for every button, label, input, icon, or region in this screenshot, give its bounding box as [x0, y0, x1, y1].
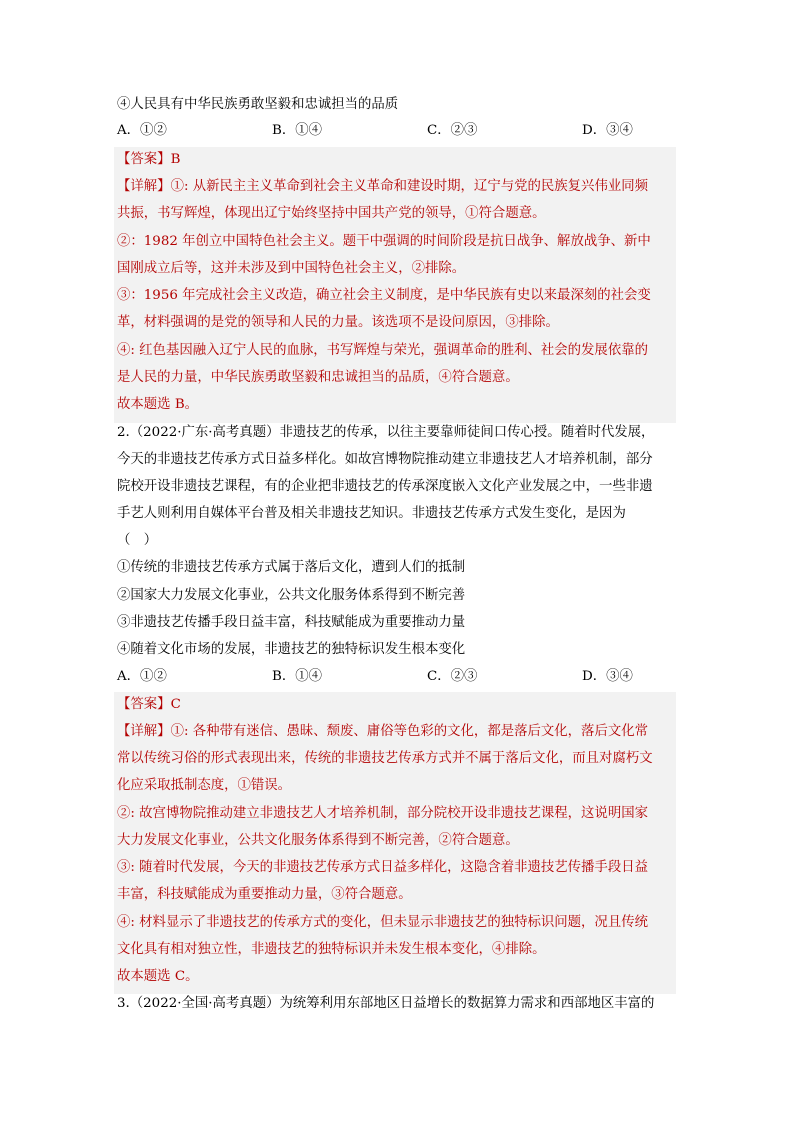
- q2-answer: [117, 695, 181, 715]
- q2-stem-line-2: 今天的非遗技艺传承方式日益多样化。如故宫博物院推动建立非遗技艺人才培养机制，部分: [117, 452, 653, 467]
- q2-item-1: ①传统的非遗技艺传承方式属于落后文化，遭到人们的抵制: [117, 560, 466, 575]
- q2-detail-label: 【详解】: [117, 724, 171, 739]
- q2-conclusion: 故本题选 C。: [117, 969, 199, 984]
- q2-stem-blank: （ ）: [117, 533, 158, 548]
- q1-option-d: D．③④: [582, 123, 633, 138]
- q1-conclusion: 故本题选 B。: [117, 397, 199, 412]
- q2-analysis-line-1: 【详解】①: 各种带有迷信、愚昧、颓废、庸俗等色彩的文化，都是落后文化，落后文化常: [117, 724, 648, 739]
- q2-answer-label: 【答案】: [117, 697, 171, 712]
- q2-item-4: ④随着文化市场的发展，非遗技艺的独特标识发生根本变化: [117, 642, 466, 657]
- q2-analysis-line-3: 化应采取抵制态度，①错误。: [117, 778, 292, 793]
- q2-stem-line-1: 2.（2022·广东·高考真题）非遗技艺的传承，以往主要靠师徒间口传心授。随着时代发展，: [117, 425, 655, 440]
- q1-analysis-line-3: ②：1982 年创立中国特色社会主义。题干中强调的时间阶段是抗日战争、解放战争、新中: [117, 234, 651, 249]
- q1-option-b: B．①④: [272, 123, 323, 138]
- q2-analysis-line-9: 文化具有相对独立性，非遗技艺的独特标识并未发生根本变化，④排除。: [117, 942, 546, 957]
- q1-item-4: ④人民具有中华民族勇敢坚毅和忠诚担当的品质: [117, 97, 399, 112]
- q2-option-a: A．①②: [117, 669, 167, 684]
- q2-stem-line-3: 院校开设非遗技艺课程，有的企业把非遗技艺的传承深度嵌入文化产业发展之中，一些非遗: [117, 479, 653, 494]
- q2-analysis-line-8: ④: 材料显示了非遗技艺的传承方式的变化，但未显示非遗技艺的独特标识问题，况且传统: [117, 915, 648, 930]
- q1-options: [117, 121, 677, 141]
- q2-item-3: ③非遗技艺传播手段日益丰富，科技赋能成为重要推动力量: [117, 615, 466, 630]
- q2-analysis-line-6: ③: 随着时代发展，今天的非遗技艺传承方式日益多样化，这隐含着非遗技艺传播手段日益: [117, 860, 648, 875]
- q1-option-c: C．②③: [427, 123, 478, 138]
- q1-analysis-line-2: 共振，书写辉煌，体现出辽宁始终坚持中国共产党的领导，①符合题意。: [117, 206, 546, 221]
- q1-detail-label: 【详解】: [117, 179, 171, 194]
- q2-analysis-line-4: ②: 故宫博物院推动建立非遗技艺人才培养机制，部分院校开设非遗技艺课程，这说明国家: [117, 806, 648, 821]
- q1-answer-value: B: [170, 152, 181, 167]
- q2-option-d: D．③④: [582, 669, 633, 684]
- q1-analysis-line-1: 【详解】①: 从新民主主义革命到社会主义革命和建设时期，辽宁与党的民族复兴伟业同频: [117, 179, 648, 194]
- q1-option-a: A．①②: [117, 123, 167, 138]
- q2-item-2: ②国家大力发展文化事业，公共文化服务体系得到不断完善: [117, 588, 466, 603]
- q1-analysis-line-4: 国刚成立后等，这并未涉及到中国特色社会主义，②排除。: [117, 261, 466, 276]
- q1-analysis-line-7: ④: 红色基因融入辽宁人民的血脉，书写辉煌与荣光，强调革命的胜利、社会的发展依靠的: [117, 343, 648, 358]
- q2-analysis-line-2: 常以传统习俗的形式表现出来，传统的非遗技艺传承方式并不属于落后文化，而且对腐朽文: [117, 751, 653, 766]
- q2-option-c: C．②③: [427, 669, 478, 684]
- q1-analysis-line-8: 是人民的力量，中华民族勇敢坚毅和忠诚担当的品质，④符合题意。: [117, 370, 519, 385]
- q2-options: [117, 667, 677, 687]
- q2-stem-line-4: 手艺人则利用自媒体平台普及相关非遗技艺知识。非遗技艺传承方式发生变化，是因为: [117, 506, 626, 521]
- q2-answer-value: C: [170, 697, 181, 712]
- q2-analysis-line-7: 丰富，科技赋能成为重要推动力量，③符合题意。: [117, 887, 412, 902]
- q1-answer-label: 【答案】: [117, 152, 171, 167]
- q1-answer: [117, 150, 180, 170]
- q1-analysis-line-5: ③：1956 年完成社会主义改造，确立社会主义制度，是中华民族有史以来最深刻的社会变: [117, 288, 651, 303]
- q2-analysis-line-5: 大力发展文化事业，公共文化服务体系得到不断完善，②符合题意。: [117, 833, 519, 848]
- q3-stem-line-1: 3.（2022·全国·高考真题）为统筹利用东部地区日益增长的数据算力需求和西部地区丰富的: [117, 996, 655, 1011]
- q2-option-b: B．①④: [272, 669, 323, 684]
- q1-analysis-line-6: 革，材料强调的是党的领导和人民的力量。该选项不是设问原因，③排除。: [117, 315, 559, 330]
